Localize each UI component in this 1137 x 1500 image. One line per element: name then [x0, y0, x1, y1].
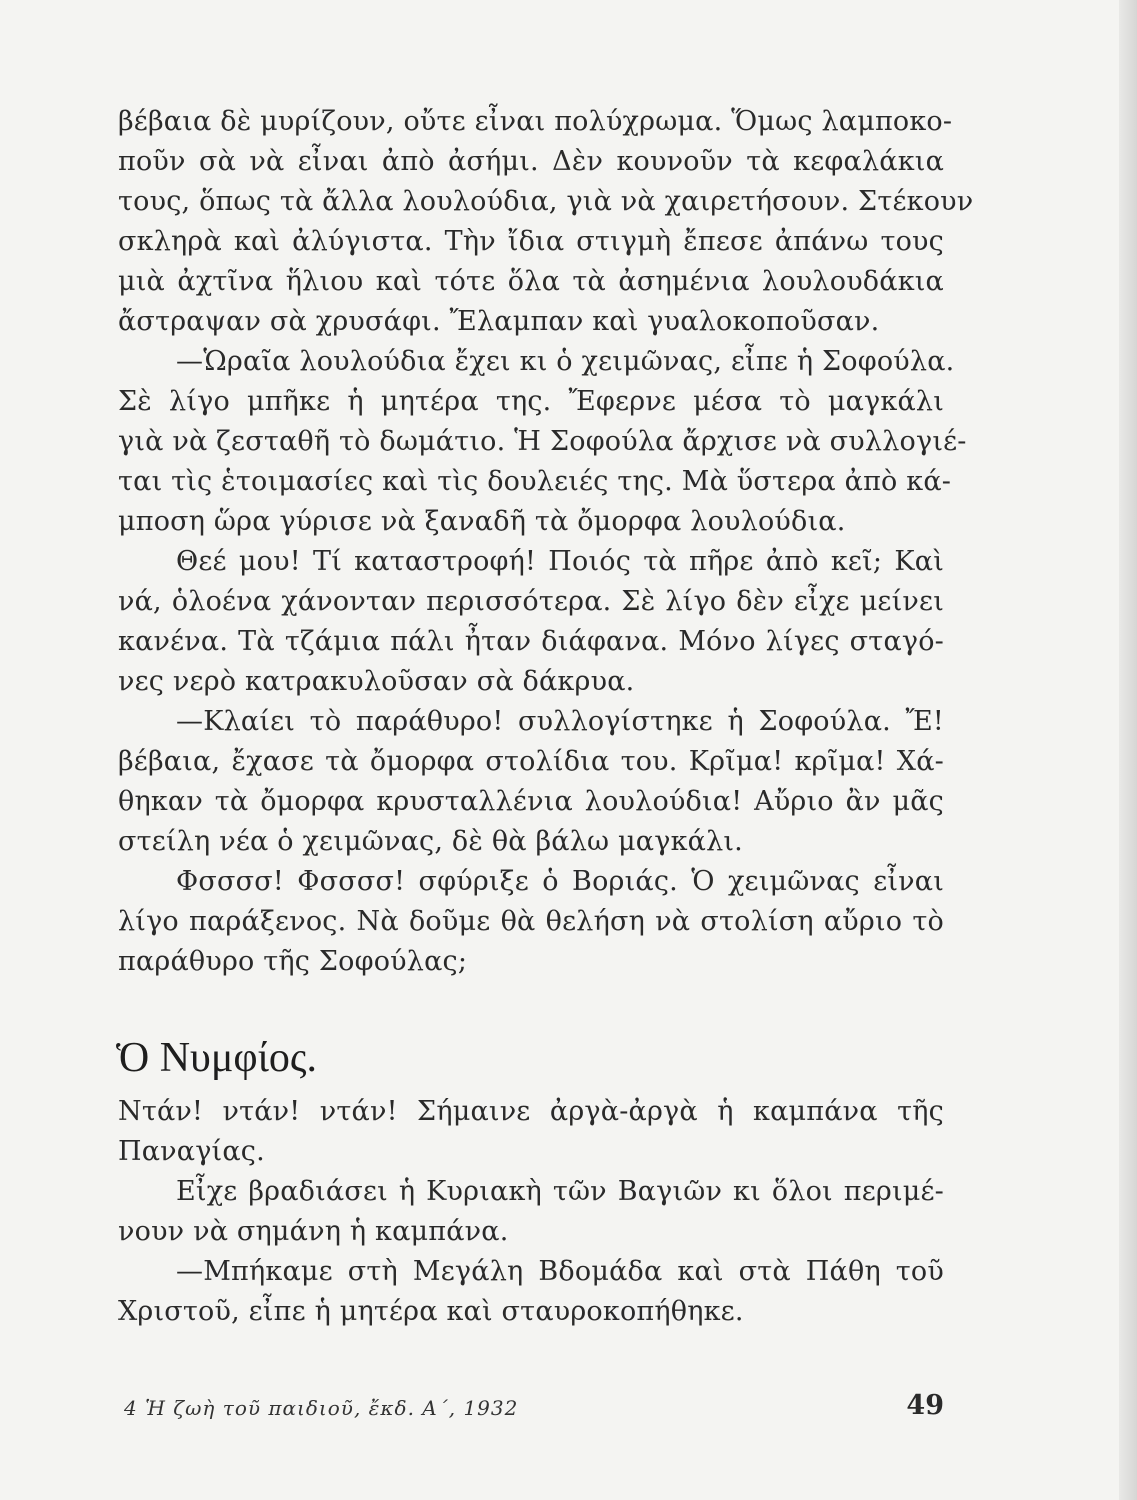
text-line: Ντάν! ντάν! ντάν! Σήμαινε ἀργὰ-ἀργὰ ἡ καμπάνα τῆς — [118, 1096, 944, 1127]
paragraph-block-1 — [118, 102, 974, 982]
text-line: ται τὶς ἑτοιμασίες καὶ τὶς δουλειές της. Μὰ ὕστερα ἀπὸ κά- — [118, 466, 952, 497]
text-line: στείλη νέα ὁ χειμῶνας, δὲ θὰ βάλω μαγκάλι. — [118, 826, 743, 857]
page-footer — [124, 1390, 944, 1426]
text-line: βέβαια δὲ μυρίζουν, οὔτε εἶναι πολύχρωμα. Ὅμως λαμποκο- — [118, 106, 953, 137]
footer-source: 4 Ἡ ζωὴ τοῦ παιδιοῦ, ἔκδ. Α΄, 1932 — [124, 1396, 519, 1420]
text-line: γιὰ νὰ ζεσταθῆ τὸ δωμάτιο. Ἡ Σοφούλα ἄρχισε νὰ συλλογιέ- — [118, 426, 967, 457]
text-line: λίγο παράξενος. Νὰ δοῦμε θὰ θελήση νὰ στολίση αὔριο τὸ — [118, 906, 944, 937]
text-line: παράθυρο τῆς Σοφούλας; — [118, 946, 468, 977]
text-line: Εἶχε βραδιάσει ἡ Κυριακὴ τῶν Βαγιῶν κι ὅλοι περιμέ- — [176, 1176, 944, 1207]
section-title: Ὁ Νυμφίος. — [116, 1035, 318, 1081]
text-line: μιὰ ἀχτῖνα ἥλιου καὶ τότε ὅλα τὰ ἀσημένια λουλουδάκια — [118, 266, 944, 297]
text-line: θηκαν τὰ ὄμορφα κρυσταλλένια λουλούδια! Αὔριο ἂν μᾶς — [118, 786, 944, 817]
text-line: ποῦν σὰ νὰ εἶναι ἀπὸ ἀσήμι. Δὲν κουνοῦν τὰ κεφαλάκια — [118, 146, 944, 177]
paragraph-block-2 — [118, 1092, 944, 1332]
text-line: τους, ὅπως τὰ ἄλλα λουλούδια, γιὰ νὰ χαιρετήσουν. Στέκουν — [118, 186, 974, 217]
text-line: —Μπήκαμε στὴ Μεγάλη Βδομάδα καὶ στὰ Πάθη τοῦ — [176, 1256, 944, 1287]
text-line: Θεέ μου! Τί καταστροφή! Ποιός τὰ πῆρε ἀπὸ κεῖ; Καὶ — [176, 546, 944, 577]
page-number: 49 — [906, 1390, 944, 1421]
text-line: Χριστοῦ, εἶπε ἡ μητέρα καὶ σταυροκοπήθηκε. — [118, 1296, 744, 1327]
text-line: βέβαια, ἔχασε τὰ ὄμορφα στολίδια του. Κρῖμα! κρῖμα! Χά- — [118, 746, 944, 777]
text-line: —Κλαίει τὸ παράθυρο! συλλογίστηκε ἡ Σοφούλα. Ἔ! — [176, 706, 944, 737]
text-line: Φσσσσ! Φσσσσ! σφύριξε ὁ Βοριάς. Ὁ χειμῶνας εἶναι — [176, 866, 944, 897]
page-edge — [1119, 0, 1137, 1500]
text-line: νες νερὸ κατρακυλοῦσαν σὰ δάκρυα. — [118, 666, 635, 697]
text-line: Παναγίας. — [118, 1136, 265, 1167]
text-line: Σὲ λίγο μπῆκε ἡ μητέρα της. Ἔφερνε μέσα τὸ μαγκάλι — [118, 386, 944, 417]
text-line: σκληρὰ καὶ ἀλύγιστα. Τὴν ἴδια στιγμὴ ἔπεσε ἀπάνω τους — [118, 226, 944, 257]
text-line: νά, ὁλοένα χάνονταν περισσότερα. Σὲ λίγο δὲν εἶχε μείνει — [118, 586, 944, 617]
text-line: νουν νὰ σημάνη ἡ καμπάνα. — [118, 1216, 509, 1247]
text-line: ἄστραψαν σὰ χρυσάφι. Ἔλαμπαν καὶ γυαλοκοποῦσαν. — [118, 306, 880, 337]
text-line: μποση ὥρα γύρισε νὰ ξαναδῆ τὰ ὄμορφα λουλούδια. — [118, 506, 846, 537]
text-line: —Ὡραῖα λουλούδια ἔχει κι ὁ χειμῶνας, εἶπε ἡ Σοφούλα. — [176, 346, 955, 377]
text-line: κανένα. Τὰ τζάμια πάλι ἦταν διάφανα. Μόνο λίγες σταγό- — [118, 626, 944, 657]
